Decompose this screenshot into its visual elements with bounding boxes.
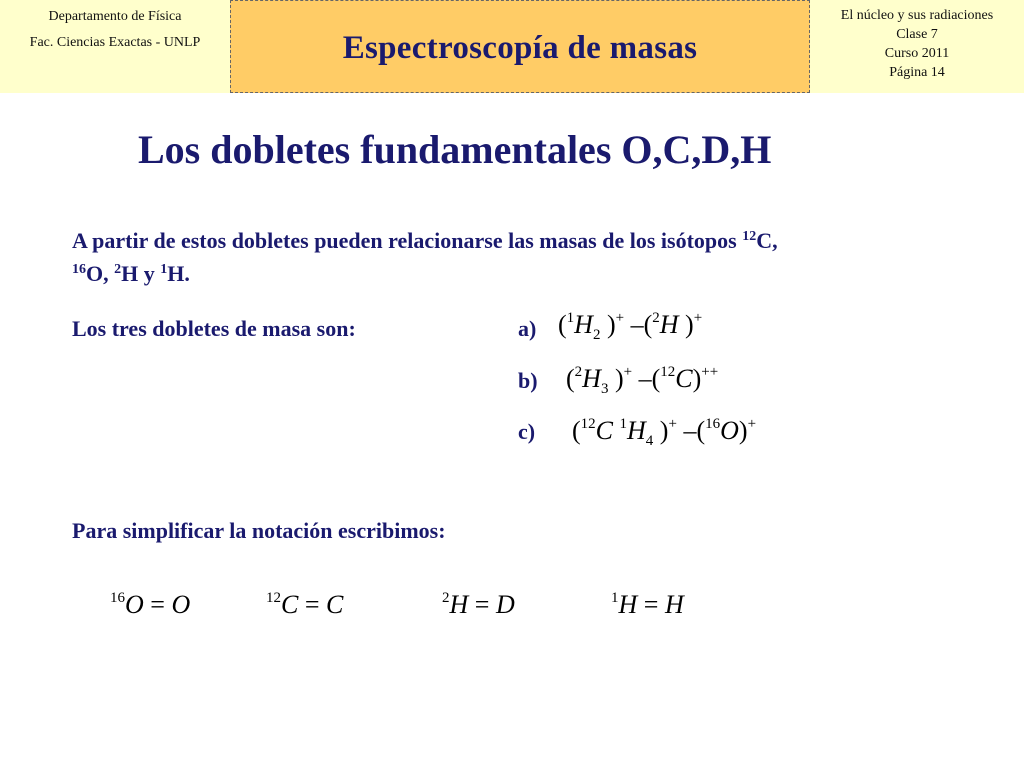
slide-heading: Los dobletes fundamentales O,C,D,H: [138, 127, 772, 172]
item-c-label: c): [518, 419, 536, 444]
intro-sup-16: 16: [72, 262, 86, 277]
class-number: Clase 7: [896, 27, 938, 42]
intro-text-5: H.: [167, 261, 190, 286]
header-left-box: [0, 0, 230, 93]
doublet-b-equation: ($^2H_3$ )+ –($^{12}$C)++: [566, 364, 719, 397]
doublet-c-equation: ($^{12}$C $^1H_4$ )+ –($^{16}$O)+: [572, 416, 757, 449]
intro-text-3: O,: [86, 261, 115, 286]
intro-text-2: C,: [756, 228, 778, 253]
course-title: El núcleo y sus radiaciones: [840, 8, 994, 23]
header-center-box: [230, 0, 810, 93]
department-label: Departamento de Física: [48, 9, 182, 24]
page-number: Página 14: [889, 65, 945, 80]
simplify-label: Para simplificar la notación escribimos:: [72, 518, 446, 543]
intro-sup-2: 2: [114, 262, 122, 277]
intro-sup-1: 1: [160, 262, 168, 277]
doublets-label: Los tres dobletes de masa son:: [72, 316, 356, 341]
item-b-label: b): [518, 368, 538, 393]
intro-paragraph: [72, 224, 1002, 290]
item-a-label: a): [518, 316, 537, 341]
faculty-label: Fac. Ciencias Exactas - UNLP: [29, 35, 201, 50]
notation-deuterium: $^2$H = D: [442, 590, 515, 619]
course-year: Curso 2011: [884, 46, 950, 61]
notation-hydrogen: $^1$H = H: [611, 590, 684, 619]
intro-sup-12: 12: [742, 229, 757, 244]
course-section-title: Espectroscopía de masas: [342, 30, 698, 66]
header-right-box: [810, 0, 1024, 93]
notation-carbon: $^{12}$C = C: [266, 590, 344, 619]
notation-oxygen: $^{16}$O = O: [110, 590, 191, 619]
intro-text-1: A partir de estos dobletes pueden relacionarse las masas de los isótopos: [72, 228, 743, 253]
intro-text-4: H y: [121, 261, 161, 286]
doublet-a-equation: ($^1H_2$ )+ –($^2$H )+: [558, 310, 703, 343]
